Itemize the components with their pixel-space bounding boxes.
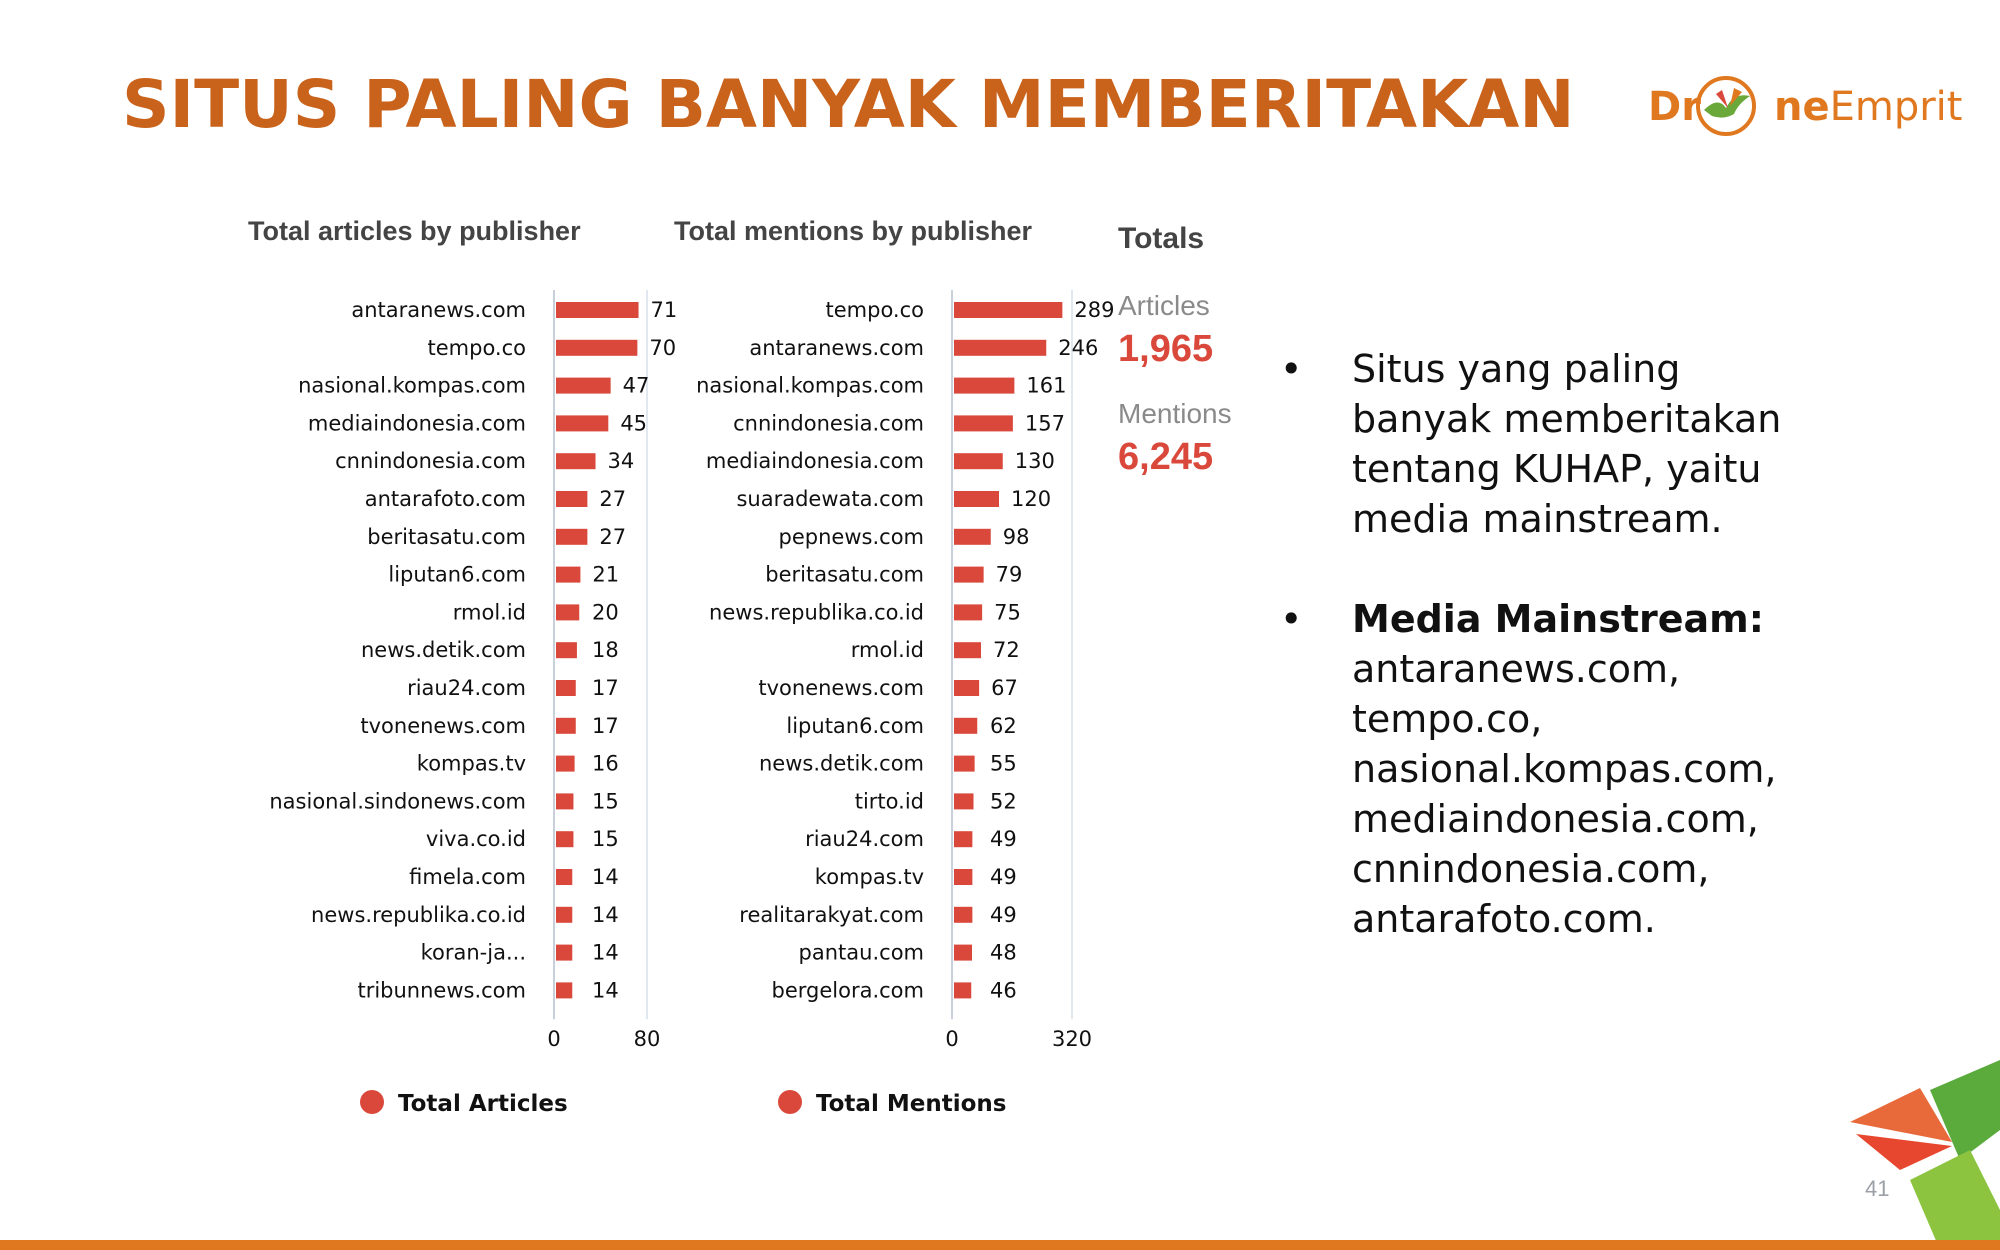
logo-text-rest: Emprit [1829, 84, 1963, 130]
articles-data-label: 17 [592, 713, 619, 738]
articles-bar [556, 604, 579, 620]
mentions-label: Mentions [1118, 398, 1232, 429]
articles-legend-marker [360, 1090, 384, 1114]
mentions-category-label: tempo.co [825, 298, 924, 322]
mentions-chart-title: Total mentions by publisher [674, 216, 1033, 246]
mentions-category-label: riau24.com [805, 827, 924, 852]
articles-data-label: 21 [592, 562, 620, 587]
mentions-category-label: nasional.kompas.com [696, 373, 924, 398]
articles-category-label: fimela.com [409, 865, 526, 889]
mentions-bar [954, 642, 981, 658]
articles-category-label: antaranews.com [351, 298, 526, 322]
mentions-category-label: news.detik.com [758, 751, 924, 776]
mentions-bar [954, 340, 1046, 356]
mentions-data-label: 161 [1026, 373, 1067, 398]
articles-bar [556, 340, 637, 356]
articles-bar [556, 718, 576, 734]
mentions-data-label: 67 [991, 676, 1018, 700]
bullet-dot: • [1280, 347, 1303, 391]
mentions-bar [954, 793, 974, 809]
articles-data-label: 17 [592, 676, 619, 700]
logo-text-part1: Dr [1648, 84, 1701, 130]
mentions-x-tick: 320 [1051, 1027, 1093, 1051]
mentions-category-label: realitarakyat.com [739, 902, 924, 927]
mentions-bar [954, 302, 1062, 318]
mentions-bar [954, 907, 972, 923]
mentions-legend-marker [778, 1090, 802, 1114]
mentions-category-label: pepnews.com [778, 524, 924, 549]
mentions-bar [954, 756, 975, 772]
articles-data-label: 14 [592, 902, 619, 927]
mentions-category-label: antaranews.com [749, 335, 924, 360]
articles-category-label: nasional.sindonews.com [269, 789, 526, 814]
mentions-data-label: 79 [995, 562, 1023, 587]
articles-bar [556, 756, 575, 772]
mentions-data-label: 52 [990, 789, 1017, 814]
articles-bar [556, 302, 639, 318]
articles-category-label: tvonenews.com [360, 713, 526, 738]
totals-heading: Totals [1118, 222, 1205, 255]
mentions-category-label: suaradewata.com [736, 487, 924, 511]
articles-data-label: 15 [592, 789, 619, 814]
articles-data-label: 20 [592, 600, 619, 625]
articles-category-label: news.detik.com [360, 638, 526, 663]
articles-value: 1,965 [1118, 328, 1214, 370]
mentions-data-label: 62 [990, 713, 1017, 738]
mentions-bar [954, 680, 979, 696]
mentions-bar [954, 491, 999, 507]
articles-data-label: 14 [592, 865, 619, 889]
mentions-data-label: 246 [1058, 335, 1099, 360]
mentions-data-label: 120 [1011, 487, 1052, 511]
page-number: 41 [1865, 1176, 1890, 1201]
bullet-item-1 [1280, 344, 1800, 544]
articles-data-label: 34 [607, 449, 635, 474]
bullet-text-1: Situs yang paling banyak memberitakan tentang KUHAP, yaitu media mainstream. [1352, 347, 1782, 541]
bullet-item-2 [1280, 594, 1800, 944]
mentions-data-label: 72 [993, 638, 1020, 663]
mentions-data-label: 55 [990, 751, 1017, 776]
articles-data-label: 70 [649, 335, 677, 360]
articles-bar [556, 415, 608, 431]
articles-x-tick: 0 [547, 1027, 561, 1051]
mentions-bar [954, 982, 971, 998]
articles-data-label: 45 [620, 411, 648, 436]
articles-category-label: cnnindonesia.com [335, 449, 526, 474]
articles-data-label: 14 [592, 940, 619, 965]
articles-data-label: 16 [592, 751, 619, 776]
mentions-bar [954, 831, 972, 847]
articles-category-label: koran-ja... [420, 940, 526, 965]
logo-text-part2 [1774, 84, 1962, 130]
mentions-bar [954, 529, 991, 545]
mentions-data-label: 289 [1074, 298, 1115, 322]
bird-in-circle-icon [1694, 74, 1758, 138]
articles-bar [556, 567, 580, 583]
articles-legend-label: Total Articles [398, 1091, 568, 1117]
mentions-category-label: liputan6.com [786, 713, 924, 738]
articles-category-label: mediaindonesia.com [307, 411, 526, 436]
articles-category-label: nasional.kompas.com [298, 373, 526, 398]
mentions-data-label: 98 [1002, 524, 1030, 549]
articles-bar [556, 491, 587, 507]
articles-label: Articles [1118, 290, 1210, 321]
mentions-category-label: mediaindonesia.com [705, 449, 924, 474]
mentions-legend-label: Total Mentions [816, 1091, 1007, 1117]
articles-category-label: liputan6.com [388, 562, 526, 587]
articles-bar [556, 982, 572, 998]
articles-category-label: kompas.tv [416, 751, 526, 776]
articles-category-label: rmol.id [452, 600, 526, 625]
articles-data-label: 27 [599, 487, 627, 511]
articles-category-label: viva.co.id [425, 827, 526, 852]
mentions-data-label: 49 [990, 827, 1017, 852]
articles-data-label: 18 [592, 638, 619, 663]
mentions-value: 6,245 [1118, 436, 1214, 478]
mentions-category-label: beritasatu.com [765, 562, 924, 587]
articles-data-label: 14 [592, 978, 619, 1003]
articles-category-label: riau24.com [407, 676, 526, 700]
mentions-category-label: bergelora.com [771, 978, 924, 1003]
mentions-category-label: tirto.id [854, 789, 924, 814]
articles-bar [556, 793, 573, 809]
mentions-category-label: news.republika.co.id [709, 600, 924, 625]
articles-x-tick: 80 [633, 1027, 661, 1051]
mentions-bar [954, 718, 977, 734]
drone-emprit-logo [1648, 72, 1963, 138]
articles-bar [556, 378, 611, 394]
mentions-bar [954, 945, 972, 961]
articles-category-label: beritasatu.com [367, 524, 526, 549]
bullet-dot: • [1280, 597, 1303, 641]
mentions-bar [954, 567, 984, 583]
mentions-category-label: pantau.com [798, 940, 924, 965]
decorative-leaf-shapes [1840, 1050, 2000, 1250]
mentions-data-label: 48 [990, 940, 1017, 965]
mentions-data-label: 49 [990, 902, 1017, 927]
bullet-text-2: antaranews.com, tempo.co, nasional.kompas.com, mediaindonesia.com, cnnindonesia.com, antarafoto.com. [1352, 647, 1777, 941]
articles-bar [556, 529, 587, 545]
articles-bar [556, 869, 572, 885]
slide-title: SITUS PALING BANYAK MEMBERITAKAN [122, 66, 1575, 143]
mentions-bar [954, 415, 1013, 431]
articles-bar [556, 453, 596, 469]
articles-data-label: 71 [650, 298, 678, 322]
mentions-category-label: cnnindonesia.com [733, 411, 924, 436]
mentions-data-label: 157 [1024, 411, 1065, 436]
articles-bar [556, 907, 572, 923]
mentions-data-label: 75 [994, 600, 1021, 625]
articles-category-label: antarafoto.com [364, 487, 526, 511]
bullet-bold-2: Media Mainstream: [1352, 597, 1764, 641]
articles-category-label: tribunnews.com [357, 978, 526, 1003]
articles-chart-title: Total articles by publisher [248, 216, 581, 246]
mentions-bar [954, 453, 1003, 469]
mentions-x-tick: 0 [945, 1027, 959, 1051]
articles-bar [556, 831, 573, 847]
mentions-bar [954, 869, 972, 885]
articles-bar [556, 945, 572, 961]
articles-data-label: 15 [592, 827, 619, 852]
mentions-category-label: tvonenews.com [758, 676, 924, 700]
bottom-accent-bar [0, 1240, 2000, 1250]
bullet-list [1280, 344, 1800, 994]
articles-category-label: news.republika.co.id [311, 902, 526, 927]
articles-data-label: 47 [622, 373, 650, 398]
mentions-category-label: rmol.id [850, 638, 924, 663]
mentions-category-label: kompas.tv [814, 865, 924, 889]
mentions-data-label: 49 [990, 865, 1017, 889]
mentions-bar [954, 604, 982, 620]
logo-text-bold: ne [1774, 84, 1830, 130]
mentions-bar [954, 378, 1014, 394]
articles-bar [556, 680, 576, 696]
articles-data-label: 27 [599, 524, 627, 549]
mentions-data-label: 46 [990, 978, 1017, 1003]
articles-category-label: tempo.co [427, 335, 526, 360]
articles-bar [556, 642, 577, 658]
mentions-data-label: 130 [1014, 449, 1055, 474]
